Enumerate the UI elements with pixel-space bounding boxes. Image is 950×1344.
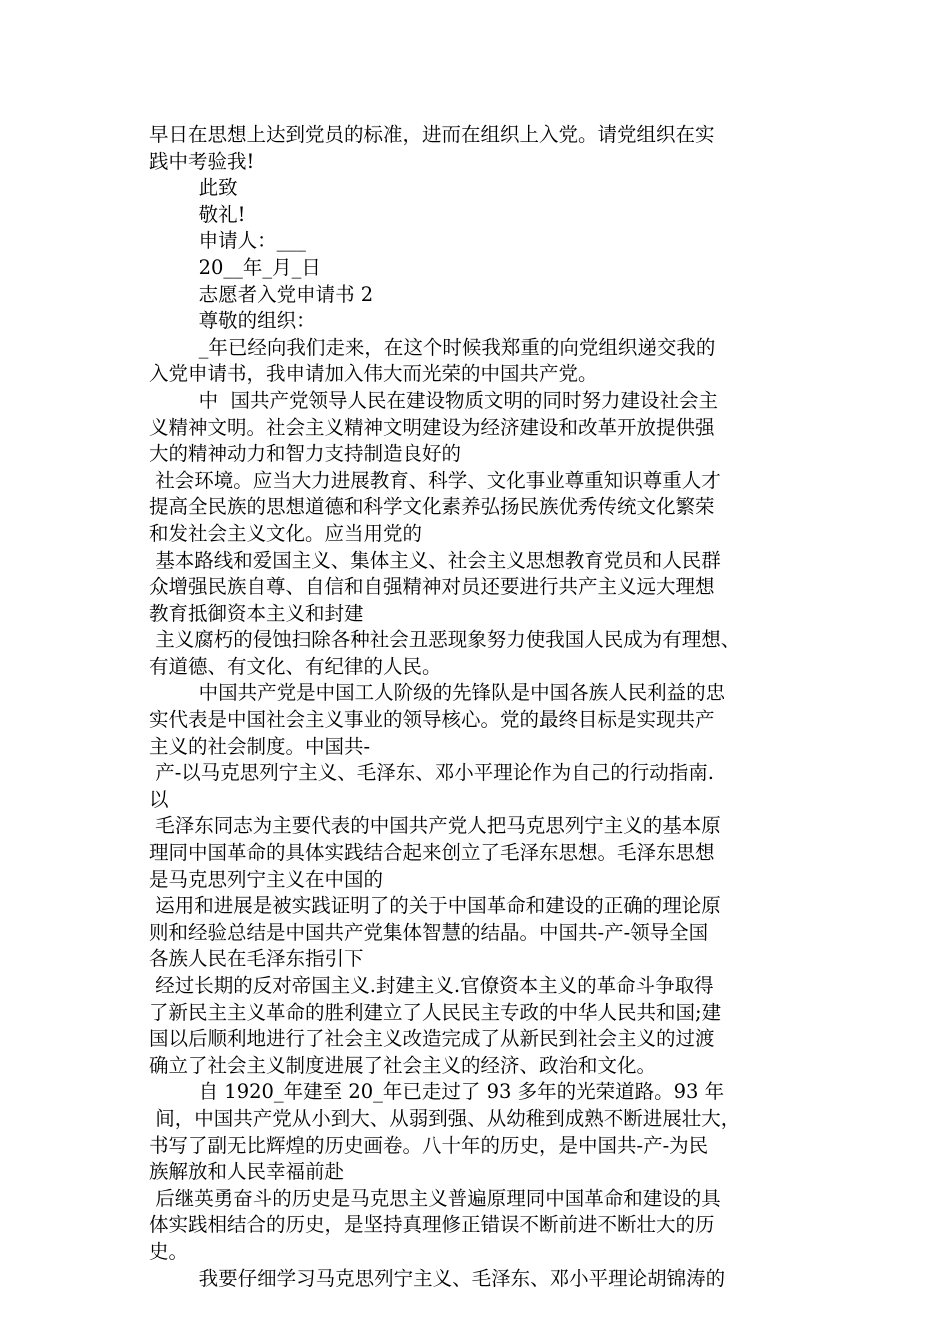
- text-line: 中国共产党是中国工人阶级的先锋队是中国各族人民利益的忠: [149, 681, 726, 705]
- text-line: _年已经向我们走来，在这个时候我郑重的向党组织递交我的: [149, 335, 716, 359]
- text-line: 书写了副无比辉煌的历史画卷。八十年的历史，是中国共-产-为民: [149, 1133, 709, 1157]
- text-line: 是马克思列宁主义在中国的: [149, 867, 384, 891]
- text-line: 中 国共产党领导人民在建设物质文明的同时努力建设社会主: [149, 388, 718, 412]
- text-line: 20__年_月_日: [149, 255, 321, 279]
- text-line: 敬礼!: [149, 202, 246, 226]
- text-line: 有道德、有文化、有纪律的人民。: [149, 654, 442, 678]
- text-line: 运用和进展是被实践证明了的关于中国革命和建设的正确的理论原: [149, 894, 721, 918]
- text-line: 提高全民族的思想道德和科学文化素养弘扬民族优秀传统文化繁荣: [149, 495, 715, 519]
- text-line: 各族人民在毛泽东指引下: [149, 947, 364, 971]
- text-line: 大的精神动力和智力支持制造良好的: [149, 442, 462, 466]
- text-line: 践中考验我!: [149, 149, 255, 173]
- text-line: 申请人：___: [149, 229, 306, 253]
- text-line: 毛泽东同志为主要代表的中国共产党人把马克思列宁主义的基本原: [149, 814, 721, 838]
- text-line: 和发社会主义文化。应当用党的: [149, 521, 423, 545]
- text-line: 以: [149, 787, 169, 811]
- text-line: 我要仔细学习马克思列宁主义、毛泽东、邓小平理论胡锦涛的: [149, 1266, 726, 1290]
- text-line: 族解放和人民幸福前赴: [149, 1160, 345, 1184]
- text-line: 主义腐朽的侵蚀扫除各种社会丑恶现象努力使我国人民成为有理想、: [149, 628, 741, 652]
- text-line: 众增强民族自尊、自信和自强精神对员还要进行共产主义远大理想: [149, 575, 715, 599]
- text-line: 义精神文明。社会主义精神文明建设为经济建设和改革开放提供强: [149, 415, 715, 439]
- text-line: 尊敬的组织：: [149, 309, 316, 333]
- text-line: 则和经验总结是中国共产党集体智慧的结晶。中国共-产-领导全国: [149, 920, 709, 944]
- text-line: 经过长期的反对帝国主义.封建主义.官僚资本主义的革命斗争取得: [149, 974, 714, 997]
- text-line: 国以后顺利地进行了社会主义改造完成了从新民到社会主义的过渡: [149, 1027, 715, 1051]
- text-line: 后继英勇奋斗的历史是马克思主义普遍原理同中国革命和建设的具: [149, 1186, 721, 1210]
- text-line: 早日在思想上达到党员的标准，进而在组织上入党。请党组织在实: [149, 123, 715, 146]
- text-line: 入党申请书，我申请加入伟大而光荣的中国共产党。: [149, 362, 598, 386]
- text-line: 自 1920_年建至 20_年已走过了 93 多年的光荣道路。93 年: [149, 1080, 725, 1104]
- text-line: 基本路线和爱国主义、集体主义、社会主义思想教育党员和人民群: [149, 548, 721, 572]
- text-line: 了新民主主义革命的胜利建立了人民民主专政的中华人民共和国;建: [149, 1000, 722, 1024]
- text-line: 确立了社会主义制度进展了社会主义的经济、政治和文化。: [149, 1053, 657, 1077]
- text-line: 此致: [149, 176, 238, 200]
- text-line: 教育抵御资本主义和封建: [149, 601, 364, 625]
- text-line: 间，中国共产党从小到大、从弱到强、从幼稚到成熟不断进展壮大，: [149, 1106, 741, 1130]
- text-line: 志愿者入党申请书 2: [149, 282, 374, 306]
- text-line: 主义的社会制度。中国共-: [149, 734, 371, 758]
- text-line: 理同中国革命的具体实践结合起来创立了毛泽东思想。毛泽东思想: [149, 841, 715, 865]
- text-line: 产-以马克思列宁主义、毛泽东、邓小平理论作为自己的行动指南.: [149, 761, 714, 785]
- text-line: 社会环境。应当大力进展教育、科学、文化事业尊重知识尊重人才: [149, 468, 721, 492]
- text-line: 体实践相结合的历史，是坚持真理修正错误不断前进不断壮大的历: [149, 1213, 715, 1237]
- text-line: 实代表是中国社会主义事业的领导核心。党的最终目标是实现共产: [149, 708, 715, 732]
- text-line: 史。: [149, 1239, 189, 1263]
- document-body-text: [149, 122, 829, 1292]
